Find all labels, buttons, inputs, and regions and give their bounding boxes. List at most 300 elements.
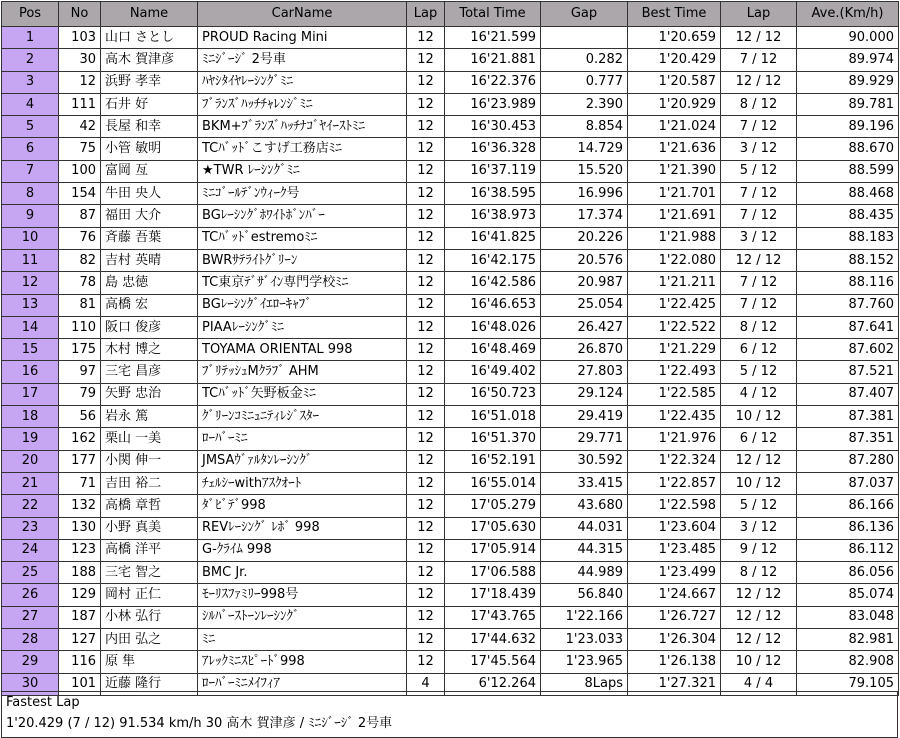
cell-driver-name: 高橋 章哲 [101, 495, 198, 517]
cell-car-number: 81 [59, 294, 101, 316]
table-row [2, 629, 899, 651]
cell-average-speed: 85.074 [797, 584, 899, 606]
cell-car-number: 12 [59, 71, 101, 93]
cell-total-time: 17'05.630 [445, 517, 541, 539]
cell-gap: 0.282 [541, 49, 628, 71]
cell-laps: 12 [407, 562, 445, 584]
cell-car-name: ﾁｪﾙｼｰwithｱｽｸｵｰﾄ [198, 472, 407, 494]
cell-best-time: 1'24.667 [628, 584, 721, 606]
fastest-lap-title: Fastest Lap [6, 695, 80, 710]
cell-car-name: ｼﾙﾊﾞｰｽﾄｰﾝﾚｰｼﾝｸﾞ [198, 606, 407, 628]
cell-best-lap: 7 / 12 [721, 116, 797, 138]
cell-best-time: 1'21.229 [628, 339, 721, 361]
cell-average-speed: 90.000 [797, 27, 899, 49]
header-no: No [59, 2, 101, 27]
cell-car-name: ★TWR ﾚｰｼﾝｸﾞﾐﾆ [198, 160, 407, 182]
cell-laps: 12 [407, 71, 445, 93]
cell-driver-name: 岡村 正仁 [101, 584, 198, 606]
cell-best-time: 1'21.988 [628, 227, 721, 249]
cell-pos: 1 [2, 27, 59, 49]
cell-car-name: PROUD Racing Mini [198, 27, 407, 49]
cell-best-time: 1'26.138 [628, 651, 721, 673]
cell-laps: 12 [407, 472, 445, 494]
cell-best-time: 1'20.659 [628, 27, 721, 49]
cell-average-speed: 87.280 [797, 450, 899, 472]
header-best-lap: Lap [721, 2, 797, 27]
cell-car-name: PIAAﾚｰｼﾝｸﾞﾐﾆ [198, 316, 407, 338]
cell-driver-name: 牛田 央人 [101, 183, 198, 205]
table-row [2, 361, 899, 383]
header-best-time: Best Time [628, 2, 721, 27]
cell-gap: 17.374 [541, 205, 628, 227]
cell-gap: 14.729 [541, 138, 628, 160]
cell-pos: 29 [2, 651, 59, 673]
cell-best-lap: 3 / 12 [721, 517, 797, 539]
cell-best-time: 1'21.636 [628, 138, 721, 160]
cell-driver-name: 福田 大介 [101, 205, 198, 227]
cell-car-name: ｸﾞﾘｰﾝｺﾐﾆｭﾆﾃｨﾚｼﾞｽﾀｰ [198, 406, 407, 428]
cell-best-lap: 12 / 12 [721, 606, 797, 628]
table-row [2, 383, 899, 405]
cell-total-time: 16'23.989 [445, 93, 541, 115]
cell-gap: 2.390 [541, 93, 628, 115]
table-row [2, 562, 899, 584]
cell-laps: 12 [407, 316, 445, 338]
cell-best-lap: 3 / 12 [721, 227, 797, 249]
cell-driver-name: 山口 さとし [101, 27, 198, 49]
header-pos: Pos [2, 2, 59, 27]
cell-average-speed: 88.152 [797, 249, 899, 271]
cell-total-time: 16'55.014 [445, 472, 541, 494]
cell-total-time: 16'37.119 [445, 160, 541, 182]
cell-pos: 22 [2, 495, 59, 517]
cell-car-number: 71 [59, 472, 101, 494]
table-row [2, 406, 899, 428]
cell-average-speed: 86.166 [797, 495, 899, 517]
cell-total-time: 16'48.026 [445, 316, 541, 338]
cell-laps: 12 [407, 383, 445, 405]
table-row [2, 160, 899, 182]
cell-driver-name: 富岡 亙 [101, 160, 198, 182]
cell-pos: 25 [2, 562, 59, 584]
cell-best-time: 1'21.211 [628, 272, 721, 294]
cell-average-speed: 88.599 [797, 160, 899, 182]
table-row [2, 339, 899, 361]
cell-best-lap: 10 / 12 [721, 406, 797, 428]
cell-laps: 12 [407, 183, 445, 205]
cell-best-lap: 12 / 12 [721, 27, 797, 49]
header-lap: Lap [407, 2, 445, 27]
cell-pos: 16 [2, 361, 59, 383]
table-row [2, 472, 899, 494]
cell-best-time: 1'26.727 [628, 606, 721, 628]
cell-car-name: BKM+ﾌﾞﾗﾝｽﾞﾊｯﾁﾅｺﾞﾔｲｰｽﾄﾐﾆ [198, 116, 407, 138]
cell-gap: 1'22.166 [541, 606, 628, 628]
cell-car-name: TCﾊﾞｯﾄﾞこすげ工務店ﾐﾆ [198, 138, 407, 160]
cell-average-speed: 87.381 [797, 406, 899, 428]
cell-best-lap: 5 / 12 [721, 160, 797, 182]
cell-driver-name: 阪口 俊彦 [101, 316, 198, 338]
results-table [1, 1, 899, 696]
cell-pos: 2 [2, 49, 59, 71]
cell-laps: 12 [407, 49, 445, 71]
cell-best-lap: 12 / 12 [721, 71, 797, 93]
cell-average-speed: 82.908 [797, 651, 899, 673]
cell-car-name: ﾐﾆｺﾞｰﾙﾃﾞﾝｳｨｰｸ号 [198, 183, 407, 205]
cell-best-lap: 7 / 12 [721, 49, 797, 71]
cell-best-time: 1'22.435 [628, 406, 721, 428]
cell-car-number: 111 [59, 93, 101, 115]
cell-pos: 3 [2, 71, 59, 93]
cell-best-time: 1'26.304 [628, 629, 721, 651]
cell-gap: 1'23.033 [541, 629, 628, 651]
cell-best-lap: 9 / 12 [721, 539, 797, 561]
cell-car-name: BGﾚｰｼﾝｸﾞﾎﾜｲﾄﾎﾞﾝﾊﾞｰ [198, 205, 407, 227]
cell-total-time: 6'12.264 [445, 673, 541, 695]
cell-car-name: REVﾚｰｼﾝｸﾞ ﾚﾎﾞ 998 [198, 517, 407, 539]
cell-best-lap: 7 / 12 [721, 272, 797, 294]
cell-best-time: 1'22.425 [628, 294, 721, 316]
cell-best-lap: 7 / 12 [721, 205, 797, 227]
cell-car-name: G-ｸﾗｲﾑ 998 [198, 539, 407, 561]
cell-car-number: 187 [59, 606, 101, 628]
cell-best-lap: 8 / 12 [721, 562, 797, 584]
header-average-speed: Ave.(Km/h) [797, 2, 899, 27]
cell-best-time: 1'21.024 [628, 116, 721, 138]
cell-gap: 20.576 [541, 249, 628, 271]
cell-car-name: JMSAｳﾞｧﾙﾀﾝﾚｰｼﾝｸﾞ [198, 450, 407, 472]
cell-total-time: 16'50.723 [445, 383, 541, 405]
cell-average-speed: 79.105 [797, 673, 899, 695]
cell-car-number: 97 [59, 361, 101, 383]
cell-car-number: 177 [59, 450, 101, 472]
cell-driver-name: 小管 敏明 [101, 138, 198, 160]
cell-total-time: 16'22.376 [445, 71, 541, 93]
header-name: Name [101, 2, 198, 27]
cell-driver-name: 内田 弘之 [101, 629, 198, 651]
table-row [2, 584, 899, 606]
cell-best-time: 1'22.324 [628, 450, 721, 472]
cell-car-name: BMC Jr. [198, 562, 407, 584]
cell-car-number: 82 [59, 249, 101, 271]
cell-car-number: 87 [59, 205, 101, 227]
cell-average-speed: 87.407 [797, 383, 899, 405]
cell-car-number: 103 [59, 27, 101, 49]
cell-car-number: 116 [59, 651, 101, 673]
cell-car-name: TCﾊﾞｯﾄﾞestremoﾐﾆ [198, 227, 407, 249]
cell-best-lap: 8 / 12 [721, 316, 797, 338]
cell-gap: 27.803 [541, 361, 628, 383]
cell-driver-name: 石井 好 [101, 93, 198, 115]
cell-car-name: ﾐﾆ [198, 629, 407, 651]
header-row [2, 2, 899, 27]
cell-gap: 44.315 [541, 539, 628, 561]
cell-laps: 12 [407, 93, 445, 115]
cell-average-speed: 87.760 [797, 294, 899, 316]
cell-car-number: 188 [59, 562, 101, 584]
cell-car-number: 101 [59, 673, 101, 695]
cell-gap: 20.987 [541, 272, 628, 294]
cell-laps: 12 [407, 517, 445, 539]
cell-gap: 44.989 [541, 562, 628, 584]
cell-average-speed: 88.468 [797, 183, 899, 205]
cell-gap: 29.124 [541, 383, 628, 405]
cell-gap: 0.777 [541, 71, 628, 93]
cell-best-lap: 8 / 12 [721, 93, 797, 115]
cell-pos: 19 [2, 428, 59, 450]
cell-best-lap: 4 / 4 [721, 673, 797, 695]
cell-car-number: 79 [59, 383, 101, 405]
results-body [2, 27, 899, 696]
cell-best-time: 1'21.691 [628, 205, 721, 227]
cell-best-time: 1'22.585 [628, 383, 721, 405]
table-row [2, 316, 899, 338]
cell-pos: 26 [2, 584, 59, 606]
cell-pos: 11 [2, 249, 59, 271]
cell-total-time: 17'44.632 [445, 629, 541, 651]
cell-laps: 4 [407, 673, 445, 695]
header-total-time: Total Time [445, 2, 541, 27]
cell-laps: 12 [407, 406, 445, 428]
cell-total-time: 16'49.402 [445, 361, 541, 383]
cell-best-lap: 10 / 12 [721, 472, 797, 494]
cell-driver-name: 矢野 忠治 [101, 383, 198, 405]
cell-car-number: 127 [59, 629, 101, 651]
cell-laps: 12 [407, 116, 445, 138]
cell-laps: 12 [407, 629, 445, 651]
cell-driver-name: 小林 弘行 [101, 606, 198, 628]
cell-gap: 26.870 [541, 339, 628, 361]
header-gap: Gap [541, 2, 628, 27]
cell-best-time: 1'27.321 [628, 673, 721, 695]
table-row [2, 71, 899, 93]
cell-car-name: ﾌﾞﾗﾝｽﾞﾊｯﾁﾁｬﾚﾝｼﾞﾐﾆ [198, 93, 407, 115]
cell-average-speed: 87.521 [797, 361, 899, 383]
cell-driver-name: 長屋 和幸 [101, 116, 198, 138]
cell-total-time: 16'42.586 [445, 272, 541, 294]
cell-total-time: 16'21.599 [445, 27, 541, 49]
cell-total-time: 16'21.881 [445, 49, 541, 71]
cell-laps: 12 [407, 138, 445, 160]
cell-best-time: 1'21.390 [628, 160, 721, 182]
cell-total-time: 17'06.588 [445, 562, 541, 584]
cell-gap: 25.054 [541, 294, 628, 316]
cell-laps: 12 [407, 339, 445, 361]
cell-driver-name: 木村 博之 [101, 339, 198, 361]
cell-car-name: ﾌﾞﾘﾃｯｼｭMｸﾗﾌﾞ AHM [198, 361, 407, 383]
cell-average-speed: 86.136 [797, 517, 899, 539]
table-row [2, 428, 899, 450]
cell-car-number: 162 [59, 428, 101, 450]
cell-car-name: ﾓｰﾘｽﾌｧﾐﾘｰ998号 [198, 584, 407, 606]
cell-best-lap: 12 / 12 [721, 584, 797, 606]
cell-car-number: 100 [59, 160, 101, 182]
cell-car-name: ﾀﾞﾋﾞﾃﾞ998 [198, 495, 407, 517]
cell-average-speed: 89.196 [797, 116, 899, 138]
cell-driver-name: 近藤 隆行 [101, 673, 198, 695]
table-row [2, 606, 899, 628]
cell-car-name: BWRｻﾃﾗｲﾄｸﾞﾘｰﾝ [198, 249, 407, 271]
cell-laps: 12 [407, 539, 445, 561]
cell-pos: 28 [2, 629, 59, 651]
table-row [2, 227, 899, 249]
cell-average-speed: 89.929 [797, 71, 899, 93]
cell-car-name: ﾛｰﾊﾞｰﾐﾆ [198, 428, 407, 450]
cell-pos: 9 [2, 205, 59, 227]
cell-car-number: 129 [59, 584, 101, 606]
cell-pos: 21 [2, 472, 59, 494]
cell-total-time: 16'41.825 [445, 227, 541, 249]
cell-car-number: 175 [59, 339, 101, 361]
cell-best-lap: 7 / 12 [721, 294, 797, 316]
cell-car-number: 154 [59, 183, 101, 205]
table-row [2, 49, 899, 71]
cell-car-number: 76 [59, 227, 101, 249]
cell-driver-name: 吉田 裕二 [101, 472, 198, 494]
table-row [2, 495, 899, 517]
table-row [2, 450, 899, 472]
cell-total-time: 17'05.914 [445, 539, 541, 561]
table-row [2, 294, 899, 316]
cell-laps: 12 [407, 272, 445, 294]
cell-best-lap: 6 / 12 [721, 428, 797, 450]
cell-best-lap: 12 / 12 [721, 450, 797, 472]
fastest-lap-box [1, 691, 898, 738]
cell-driver-name: 小野 真美 [101, 517, 198, 539]
cell-pos: 7 [2, 160, 59, 182]
cell-total-time: 17'05.279 [445, 495, 541, 517]
table-row [2, 272, 899, 294]
cell-best-time: 1'23.499 [628, 562, 721, 584]
cell-car-number: 123 [59, 539, 101, 561]
cell-gap: 15.520 [541, 160, 628, 182]
cell-driver-name: 岩永 篤 [101, 406, 198, 428]
cell-gap [541, 27, 628, 49]
table-row [2, 27, 899, 49]
cell-best-time: 1'20.429 [628, 49, 721, 71]
cell-total-time: 16'46.653 [445, 294, 541, 316]
cell-gap: 1'23.965 [541, 651, 628, 673]
cell-total-time: 16'38.973 [445, 205, 541, 227]
table-row [2, 138, 899, 160]
cell-best-lap: 7 / 12 [721, 183, 797, 205]
cell-driver-name: 高橋 洋平 [101, 539, 198, 561]
cell-best-time: 1'21.701 [628, 183, 721, 205]
cell-car-number: 110 [59, 316, 101, 338]
cell-car-number: 56 [59, 406, 101, 428]
cell-total-time: 16'52.191 [445, 450, 541, 472]
cell-gap: 29.771 [541, 428, 628, 450]
cell-best-time: 1'22.598 [628, 495, 721, 517]
cell-gap: 43.680 [541, 495, 628, 517]
cell-average-speed: 87.602 [797, 339, 899, 361]
cell-pos: 13 [2, 294, 59, 316]
cell-average-speed: 88.435 [797, 205, 899, 227]
cell-pos: 17 [2, 383, 59, 405]
cell-average-speed: 89.974 [797, 49, 899, 71]
cell-pos: 12 [2, 272, 59, 294]
cell-pos: 5 [2, 116, 59, 138]
cell-best-lap: 5 / 12 [721, 361, 797, 383]
cell-best-lap: 10 / 12 [721, 651, 797, 673]
cell-laps: 12 [407, 160, 445, 182]
cell-average-speed: 86.056 [797, 562, 899, 584]
cell-total-time: 16'30.453 [445, 116, 541, 138]
cell-laps: 12 [407, 428, 445, 450]
cell-car-name: TCﾊﾞｯﾄﾞ矢野板金ﾐﾆ [198, 383, 407, 405]
cell-car-name: ｱﾚｯｸﾐﾆｽﾋﾟｰﾄﾞ998 [198, 651, 407, 673]
cell-total-time: 16'48.469 [445, 339, 541, 361]
cell-best-time: 1'21.976 [628, 428, 721, 450]
table-row [2, 539, 899, 561]
cell-gap: 20.226 [541, 227, 628, 249]
cell-pos: 18 [2, 406, 59, 428]
cell-laps: 12 [407, 294, 445, 316]
table-row [2, 517, 899, 539]
cell-best-time: 1'23.485 [628, 539, 721, 561]
header-carname: CarName [198, 2, 407, 27]
cell-car-number: 78 [59, 272, 101, 294]
cell-gap: 26.427 [541, 316, 628, 338]
cell-driver-name: 浜野 孝幸 [101, 71, 198, 93]
cell-driver-name: 斉藤 吾葉 [101, 227, 198, 249]
cell-car-name: BGﾚｰｼﾝｸﾞｲｴﾛｰｷｬﾌﾞ [198, 294, 407, 316]
cell-average-speed: 82.981 [797, 629, 899, 651]
cell-average-speed: 87.037 [797, 472, 899, 494]
cell-best-time: 1'22.080 [628, 249, 721, 271]
cell-best-time: 1'20.929 [628, 93, 721, 115]
cell-total-time: 16'51.370 [445, 428, 541, 450]
cell-laps: 12 [407, 584, 445, 606]
cell-pos: 30 [2, 673, 59, 695]
cell-laps: 12 [407, 27, 445, 49]
cell-average-speed: 87.641 [797, 316, 899, 338]
cell-total-time: 17'45.564 [445, 651, 541, 673]
cell-total-time: 16'42.175 [445, 249, 541, 271]
cell-average-speed: 88.116 [797, 272, 899, 294]
cell-laps: 12 [407, 361, 445, 383]
cell-laps: 12 [407, 651, 445, 673]
cell-gap: 44.031 [541, 517, 628, 539]
cell-car-name: ﾛｰﾊﾞｰﾐﾆﾒｲﾌｨｱ [198, 673, 407, 695]
cell-best-lap: 6 / 12 [721, 339, 797, 361]
cell-laps: 12 [407, 606, 445, 628]
cell-pos: 20 [2, 450, 59, 472]
cell-pos: 24 [2, 539, 59, 561]
cell-best-time: 1'22.522 [628, 316, 721, 338]
cell-car-name: TC東京ﾃﾞｻﾞｲﾝ専門学校ﾐﾆ [198, 272, 407, 294]
cell-driver-name: 栗山 一美 [101, 428, 198, 450]
cell-driver-name: 吉村 英晴 [101, 249, 198, 271]
cell-driver-name: 高橋 宏 [101, 294, 198, 316]
cell-pos: 15 [2, 339, 59, 361]
cell-pos: 6 [2, 138, 59, 160]
cell-car-name: TOYAMA ORIENTAL 998 [198, 339, 407, 361]
cell-laps: 12 [407, 205, 445, 227]
cell-total-time: 16'51.018 [445, 406, 541, 428]
cell-laps: 12 [407, 450, 445, 472]
cell-laps: 12 [407, 249, 445, 271]
cell-car-number: 132 [59, 495, 101, 517]
cell-total-time: 16'38.595 [445, 183, 541, 205]
cell-laps: 12 [407, 495, 445, 517]
cell-car-number: 75 [59, 138, 101, 160]
cell-best-lap: 12 / 12 [721, 629, 797, 651]
table-row [2, 93, 899, 115]
cell-pos: 27 [2, 606, 59, 628]
cell-driver-name: 高木 賀津彦 [101, 49, 198, 71]
fastest-lap-detail: 1'20.429 (7 / 12) 91.534 km/h 30 高木 賀津彦 / ﾐﾆｼﾞｰｼﾞ 2号車 [6, 716, 393, 731]
